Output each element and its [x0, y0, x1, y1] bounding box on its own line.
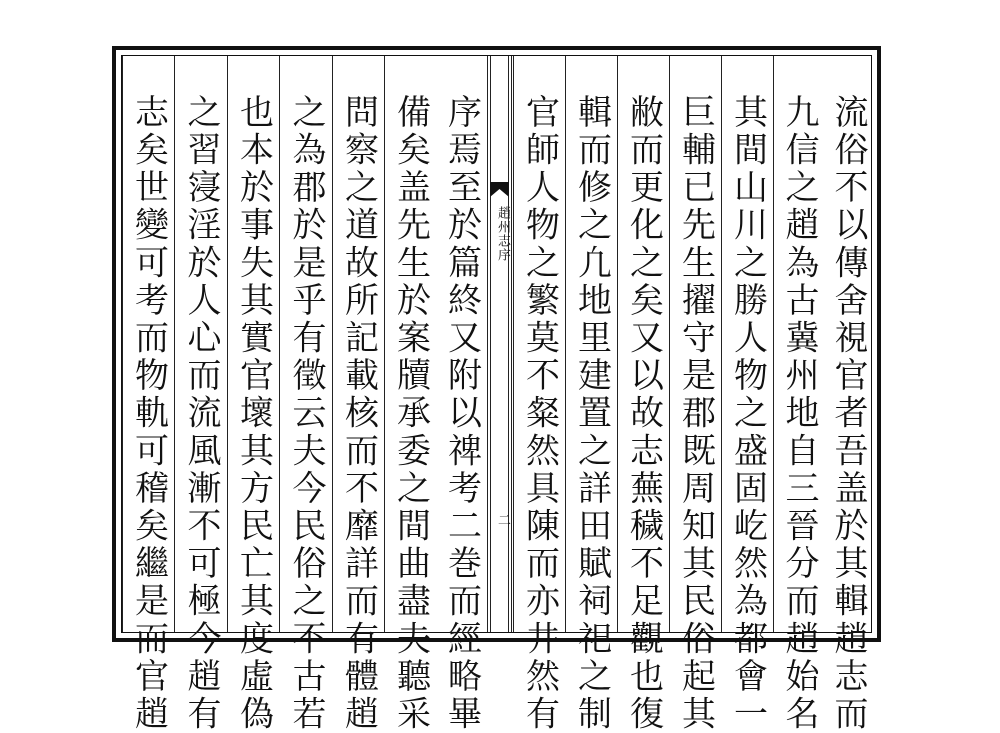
column-text: 志矣世變可考而物軌可稽矣繼是而官趙: [128, 94, 169, 733]
text-column-10: [332, 56, 384, 733]
text-column-14: [122, 56, 174, 733]
text-column-3: [721, 56, 773, 733]
fold-title: 趙州志序: [495, 206, 510, 262]
fold-rule: [508, 56, 509, 632]
column-text: 其間山川之勝人物之盛固屹然為都會一: [727, 94, 768, 733]
fishtail-mark-icon: [490, 182, 509, 198]
text-column-11: [279, 56, 332, 733]
column-text: 之為郡於是乎有徵云夫今民俗之不古若: [286, 94, 326, 733]
column-text: 輯而修之凢地里建置之詳田賦祠祀之制: [571, 94, 612, 733]
column-text: 之習寖淫於人心而流風漸不可極今趙有: [181, 94, 221, 733]
column-text: 問察之道故所記載核而不靡詳而有體趙: [338, 94, 379, 733]
text-column-2: [773, 56, 824, 733]
column-text: 序焉至於篇終又附以禆考二巻而經略畢: [441, 94, 482, 733]
column-text: 官師人物之繁莫不粲然具陳而亦井然有: [519, 94, 560, 733]
fold-rule: [490, 56, 491, 632]
column-text: 流俗不以傳舍視官者吾盖於其輯趙志而: [828, 94, 868, 733]
center-fold-column: [487, 56, 512, 632]
text-column-8: [436, 56, 487, 733]
column-text: 也本於事失其實官壞其方民亡其度虛偽: [233, 94, 274, 733]
text-column-4: [669, 56, 721, 733]
column-text: 巨輔已先生擢守是郡既周知其民俗起其: [675, 94, 716, 733]
column-text: 九信之趙為古冀州地自三晉分而趙始名: [779, 94, 819, 733]
text-column-1: [824, 56, 872, 733]
column-text: 備矣盖先生於案牘承委之間曲盡夫聽采: [390, 94, 431, 733]
text-column-12: [227, 56, 279, 733]
column-text: 敝而更化之矣又以故志蕪穢不足觀也復: [623, 94, 664, 733]
text-column-13: [174, 56, 227, 733]
text-column-9: [384, 56, 436, 733]
text-column-7: [513, 56, 565, 733]
text-column-5: [617, 56, 669, 733]
text-column-6: [565, 56, 617, 733]
fold-page-number: 二: [495, 513, 510, 526]
